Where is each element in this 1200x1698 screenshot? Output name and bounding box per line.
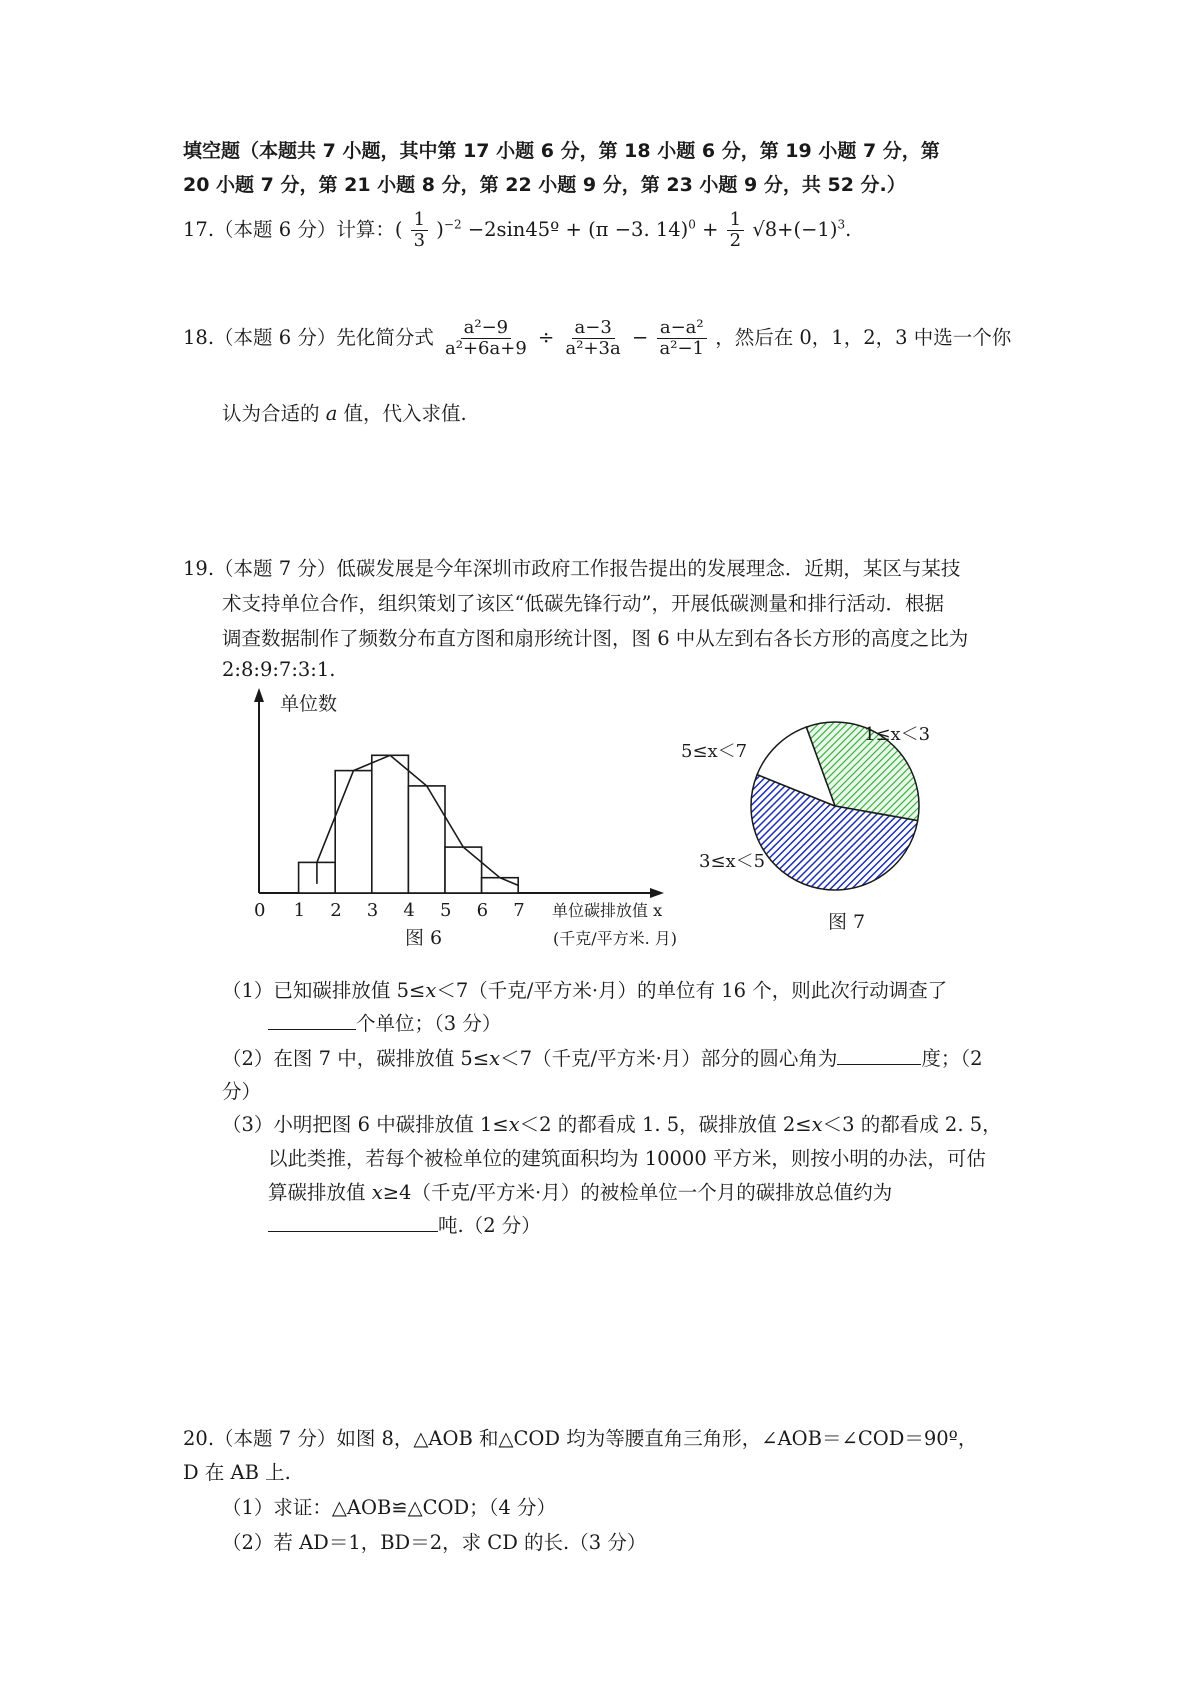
q17-frac1-den: 3 bbox=[413, 230, 426, 251]
histogram-tick-label: 5 bbox=[440, 900, 452, 921]
pie-chart bbox=[751, 722, 919, 890]
histogram-caption: 图 6 bbox=[405, 927, 443, 949]
histogram-tick-label: 3 bbox=[366, 900, 379, 921]
y-axis-arrow-icon bbox=[254, 688, 264, 702]
q19-sub3-a: （3）小明把图 6 中碳排放值 1≤ bbox=[222, 1113, 509, 1136]
q19-answer-blank-2[interactable] bbox=[837, 1064, 921, 1065]
q19-sub1-c: 个单位；（3 分） bbox=[356, 1012, 502, 1035]
histogram-xunit: (千克/平方米. 月) bbox=[553, 929, 678, 948]
histogram-chart bbox=[254, 688, 677, 949]
histogram-xlabel: 单位碳排放值 x bbox=[552, 901, 663, 920]
q17-part4: + bbox=[702, 218, 719, 241]
q19-sub3-line3-var: x bbox=[371, 1181, 383, 1204]
q18-divide: ÷ bbox=[537, 326, 555, 349]
histogram-x-ticks bbox=[254, 900, 525, 921]
q19-sub3-c: ＜3 的都看成 2. 5， bbox=[822, 1113, 1002, 1136]
section-header-line2: 20 小题 7 分，第 21 小题 8 分，第 22 小题 9 分，第 23 小题 9 分，共 52 分.） bbox=[183, 174, 906, 196]
q19-sub3-line3-b: ≥4（千克/平方米·月）的被检单位一个月的碳排放总值约为 bbox=[382, 1181, 893, 1204]
q19-line1: 19.（本题 7 分）低碳发展是今年深圳市政府工作报告提出的发展理念．近期，某区与某技 bbox=[183, 557, 961, 580]
q19-sub1-a: （1）已知碳排放值 5≤ bbox=[222, 979, 426, 1002]
q17-part2: ) bbox=[436, 218, 444, 241]
histogram-tick-label: 6 bbox=[476, 900, 489, 921]
q19-line2: 术支持单位合作，组织策划了该区“低碳先锋行动”，开展低碳测量和排行活动．根据 bbox=[222, 592, 944, 615]
histogram-bar bbox=[372, 755, 409, 893]
q18-f2-den: a²+3a bbox=[565, 338, 621, 359]
q20-line2: D 在 AB 上. bbox=[183, 1461, 291, 1484]
pie-caption: 图 7 bbox=[828, 911, 866, 933]
q19-sub2-b: ＜7（千克/平方米·月）部分的圆心角为 bbox=[500, 1047, 838, 1070]
q17-prefix: 17.（本题 6 分）计算：( bbox=[183, 218, 403, 241]
q19-sub3-line3 bbox=[268, 1177, 892, 1205]
q19-sub3-line3-a: 算碳排放值 bbox=[268, 1181, 372, 1204]
q19-sub3-var2: x bbox=[811, 1113, 823, 1136]
histogram-ylabel: 单位数 bbox=[280, 693, 338, 715]
q19-sub2 bbox=[222, 1043, 983, 1071]
histogram-bar bbox=[445, 847, 482, 893]
q17-frac2-den: 2 bbox=[729, 230, 742, 251]
histogram-bar bbox=[482, 878, 519, 893]
q18-f3-num: a−a² bbox=[657, 318, 707, 339]
q19-line3: 调查数据制作了频数分布直方图和扇形统计图，图 6 中从左到右各长方形的高度之比为 bbox=[222, 627, 969, 650]
q19-sub2-var: x bbox=[489, 1047, 501, 1070]
q20-sub1: （1）求证：△AOB≌△COD；（4 分） bbox=[222, 1496, 557, 1519]
q20-sub2: （2）若 AD＝1，BD＝2，求 CD 的长.（3 分） bbox=[222, 1531, 647, 1554]
q19-sub2-c: 度；（2 bbox=[921, 1047, 983, 1070]
q19-sub3-b: ＜2 的都看成 1. 5，碳排放值 2≤ bbox=[519, 1113, 812, 1136]
q18-var-a: a bbox=[325, 402, 338, 425]
q19-sub2-a: （2）在图 7 中，碳排放值 5≤ bbox=[222, 1047, 490, 1070]
q18-suffix: ，然后在 0，1，2，3 中选一个你 bbox=[715, 326, 1012, 349]
q17-exp1: −2 bbox=[443, 217, 462, 232]
q18-prefix: 18.（本题 6 分）先化简分式 bbox=[183, 326, 434, 349]
q19-sub3-line4 bbox=[268, 1210, 541, 1238]
q19-sub1-line2 bbox=[268, 1008, 501, 1036]
q18-line2-a: 认为合适的 bbox=[222, 402, 326, 425]
q19-sub1-b: ＜7（千克/平方米·月）的单位有 16 个，则此次行动调查了 bbox=[436, 979, 948, 1002]
histogram-tick-label: 0 bbox=[254, 900, 266, 921]
q18-line2-b: 值，代入求值. bbox=[337, 402, 467, 425]
q18-minus: − bbox=[631, 326, 649, 349]
q17-frac2-num: 1 bbox=[727, 210, 744, 231]
histogram-tick-label: 7 bbox=[513, 900, 525, 921]
q19-answer-blank-3[interactable] bbox=[268, 1231, 438, 1232]
pie-label-1-3: 1≤x＜3 bbox=[864, 724, 931, 745]
histogram-tick-label: 2 bbox=[330, 900, 342, 921]
q18-f2-num: a−3 bbox=[572, 318, 615, 339]
histogram-bar bbox=[408, 786, 445, 893]
x-axis-arrow-icon bbox=[650, 888, 664, 898]
pie-label-3-5: 3≤x＜5 bbox=[699, 851, 766, 872]
pie-label-5-7: 5≤x＜7 bbox=[681, 741, 748, 762]
section-header-line1: 填空题（本题共 7 小题，其中第 17 小题 6 分，第 18 小题 6 分，第 19 小题 7 分，第 bbox=[183, 140, 940, 162]
q18-f1-num: a²−9 bbox=[461, 318, 511, 339]
q18-f1-den: a²+6a+9 bbox=[445, 338, 527, 359]
histogram-tick-label: 4 bbox=[403, 900, 415, 921]
q19-answer-blank-1[interactable] bbox=[268, 1029, 356, 1030]
q17-part3: −2sin45º + (π −3. 14) bbox=[467, 218, 689, 241]
q19-sub1-var: x bbox=[425, 979, 437, 1002]
q18-f3-den: a²−1 bbox=[659, 338, 704, 359]
q19-sub3-line4-text: 吨.（2 分） bbox=[438, 1214, 541, 1237]
q17-exp2: 0 bbox=[688, 217, 696, 232]
histogram-tick-label: 1 bbox=[293, 900, 306, 921]
q17-exp3: 3 bbox=[837, 217, 846, 232]
q19-sub1 bbox=[222, 975, 947, 1003]
q19-sub2-line2: 分） bbox=[222, 1080, 262, 1103]
histogram-bar bbox=[335, 771, 372, 893]
q19-sub3-var: x bbox=[508, 1113, 520, 1136]
q19-line4: 2:8:9:7:3:1. bbox=[222, 658, 336, 681]
q20-line1: 20.（本题 7 分）如图 8，△AOB 和△COD 均为等腰直角三角形，∠AOB＝∠COD＝90º， bbox=[183, 1427, 978, 1450]
q17-part5: √8+(−1) bbox=[752, 218, 838, 241]
q17-part6: . bbox=[845, 218, 852, 241]
q17-frac1-num: 1 bbox=[411, 210, 428, 231]
q19-sub3 bbox=[222, 1109, 1002, 1137]
q19-sub3-line2: 以此类推，若每个被检单位的建筑面积均为 10000 平方米，则按小明的办法，可估 bbox=[268, 1147, 986, 1170]
